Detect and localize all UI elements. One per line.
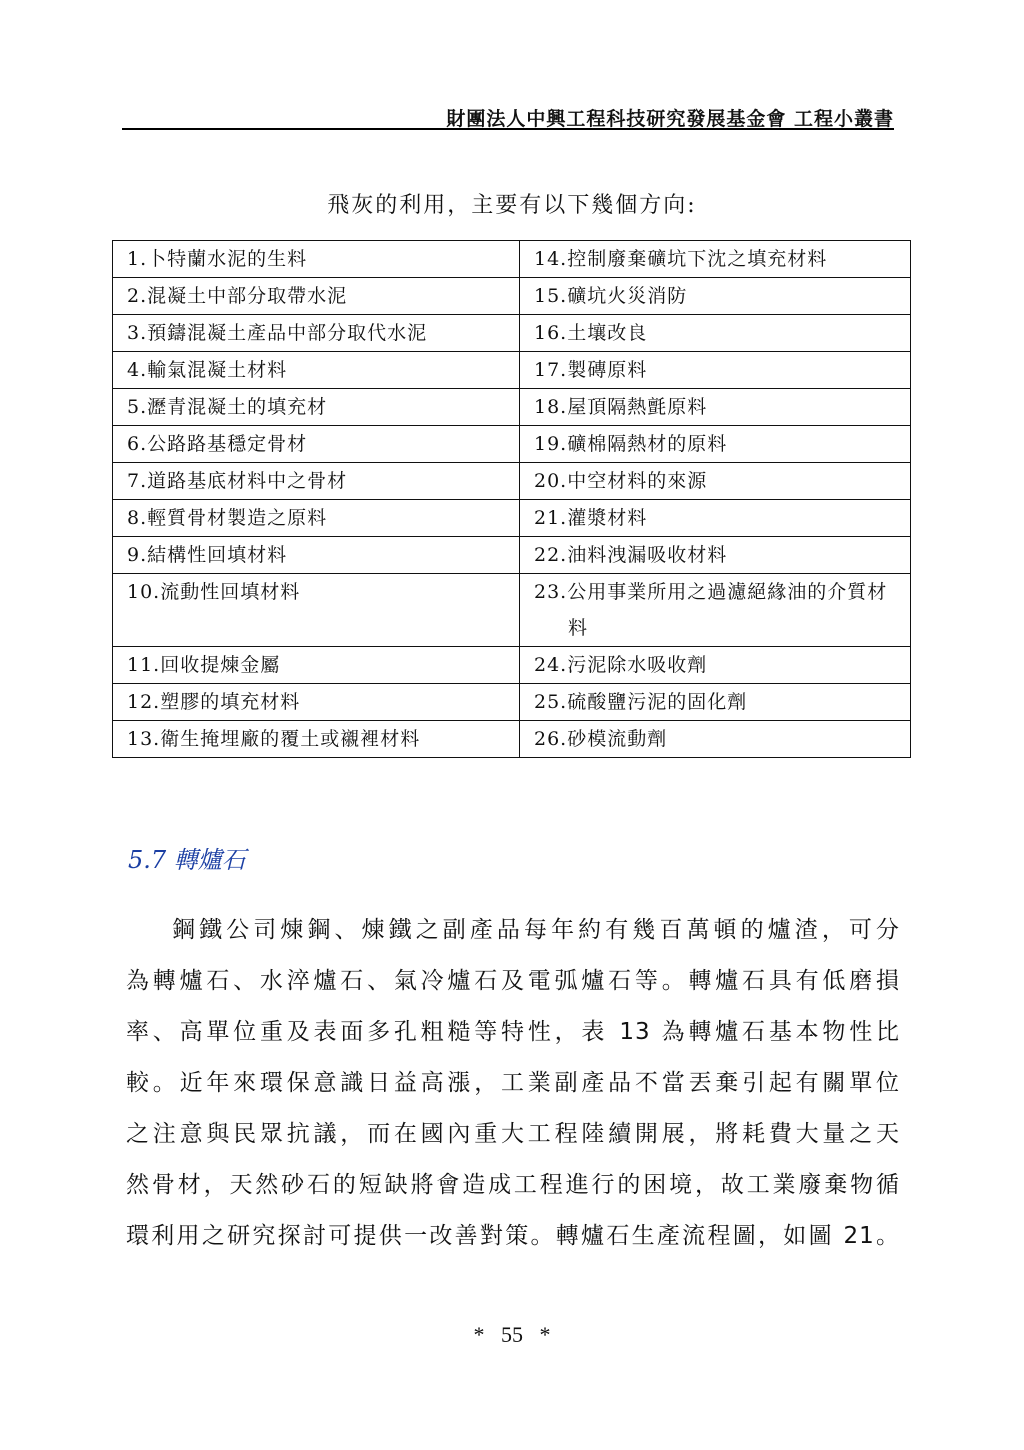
intro-sentence: 飛灰的利用，主要有以下幾個方向: [327,193,697,218]
paragraph-line: 率、高單位重及表面多孔粗糙等特性，表 13 為轉爐石基本物性比 [126,1019,900,1045]
table-cell: 25.硫酸鹽污泥的固化劑 [520,684,911,721]
header-divider [122,128,894,130]
table-cell: 16.土壤改良 [520,315,911,352]
table-cell: 8.輕質骨材製造之原料 [113,500,520,537]
table-row [113,241,911,278]
table-row [113,500,911,537]
paragraph-line: 之注意與民眾抗議，而在國內重大工程陸續開展，將耗費大量之天 [126,1121,900,1147]
table-row [113,574,911,647]
table-cell: 4.輸氣混凝土材料 [113,352,520,389]
page-number: * 55 * [473,1322,551,1347]
table-row [113,315,911,352]
table-row [113,721,911,758]
table-row [113,463,911,500]
table-cell [520,574,911,647]
table-cell: 13.衛生掩埋廠的覆土或襯裡材料 [113,721,520,758]
table-cell: 24.污泥除水吸收劑 [520,647,911,684]
table-cell: 22.油料洩漏吸收材料 [520,537,911,574]
table-cell: 2.混凝土中部分取帶水泥 [113,278,520,315]
document-header-title: 財團法人中興工程科技研究發展基金會 工程小叢書 [446,108,894,130]
table-row [113,426,911,463]
table-cell: 26.砂模流動劑 [520,721,911,758]
table-cell: 12.塑膠的填充材料 [113,684,520,721]
table-cell: 10.流動性回填材料 [113,574,520,647]
table-cell: 11.回收提煉金屬 [113,647,520,684]
section-heading: 5.7 轉爐石 [128,846,246,874]
paragraph-line: 然骨材，天然砂石的短缺將會造成工程進行的困境，故工業廢棄物循 [126,1172,900,1198]
table-row [113,352,911,389]
table-cell: 9.結構性回填材料 [113,537,520,574]
table-cell: 21.灌漿材料 [520,500,911,537]
table-cell: 1.卜特蘭水泥的生料 [113,241,520,278]
table-cell: 14.控制廢棄礦坑下沈之填充材料 [520,241,911,278]
paragraph-line: 為轉爐石、水淬爐石、氣冷爐石及電弧爐石等。轉爐石具有低磨損 [126,968,900,994]
table-cell: 19.礦棉隔熱材的原料 [520,426,911,463]
table-cell: 18.屋頂隔熱氈原料 [520,389,911,426]
table-cell: 20.中空材料的來源 [520,463,911,500]
table-row [113,537,911,574]
paragraph-line: 較。近年來環保意識日益高漲，工業副產品不當丟棄引起有關單位 [126,1070,900,1096]
paragraph-line: 環利用之研究探討可提供一改善對策。轉爐石生產流程圖，如圖 21。 [126,1223,900,1249]
table-cell: 3.預鑄混凝土產品中部分取代水泥 [113,315,520,352]
table-row [113,389,911,426]
table-row [113,278,911,315]
table-cell: 6.公路路基穩定骨材 [113,426,520,463]
table-cell: 15.礦坑火災消防 [520,278,911,315]
table-cell-text: 23.公用事業所用之過濾絕緣油的介質材料 [534,581,888,639]
table-cell: 5.瀝青混凝土的填充材 [113,389,520,426]
table-row [113,684,911,721]
table-row [113,647,911,684]
table-cell: 7.道路基底材料中之骨材 [113,463,520,500]
table-cell: 17.製磚原料 [520,352,911,389]
fly-ash-uses-table [112,240,911,758]
body-paragraph [126,905,900,1262]
paragraph-line: 鋼鐵公司煉鋼、煉鐵之副產品每年約有幾百萬頓的爐渣，可分 [172,917,900,943]
